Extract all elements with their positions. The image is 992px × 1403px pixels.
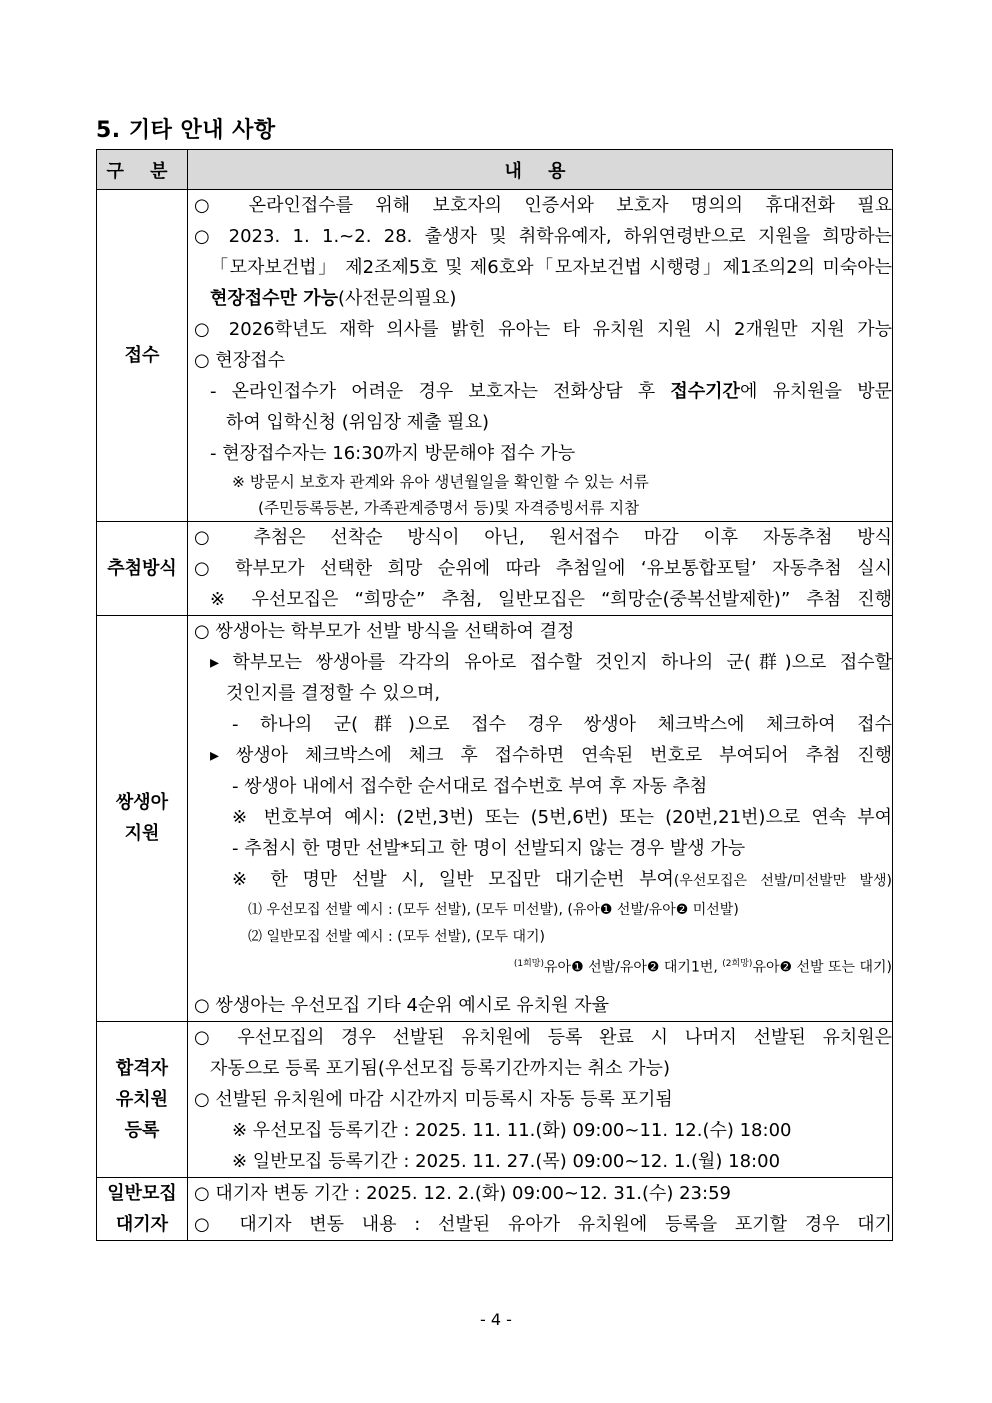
table-row [97,190,893,522]
list-item: 것인지를 결정할 수 있으며, [226,683,441,704]
table-row [97,522,893,616]
list-item: ※ 우선모집 등록기간 : 2025. 11. 11.(화) 09:00~11. 12.(수) 18:00 [232,1119,792,1141]
list-item: ▸ 학부모는 쌍생아를 각각의 유아로 접수할 것인지 하나의 군(群)으로 접수할 [210,652,892,673]
list-item: - 온라인접수가 어려운 경우 보호자는 전화상담 후 접수기간에 유치원을 방문 [210,381,892,402]
table-row [97,1177,893,1240]
list-item: 「모자보건법」 제2조제5호 및 제6호와「모자보건법 시행령」제1조의2의 미숙아는 [210,257,892,278]
row-category-registration: 합격자 유치원 등록 [97,1021,188,1177]
list-item: ○ 2026학년도 재학 의사를 밝힌 유아는 타 유치원 지원 시 2개원만 지원 가능 [194,319,892,340]
list-item: ※ 번호부여 예시: (2번,3번) 또는 (5번,6번) 또는 (20번,21번)으로 연속 부여 [232,807,892,828]
list-item: 현장접수만 가능(사전문의필요) [210,288,457,309]
list-item: ○ 쌍생아는 학부모가 선발 방식을 선택하여 결정 [194,621,575,642]
list-item: ※ 우선모집은 “희망순” 추첨, 일반모집은 “희망순(중복선발제한)” 추첨 진행 [210,589,892,610]
row-content-twins [188,616,893,1022]
list-item: 하여 입학신청 (위임장 제출 필요) [226,412,489,433]
header-category: 구 분 [97,150,188,190]
list-item: ※ 한 명만 선발 시, 일반 모집만 대기순번 부여(우선모집은 선발/미선발만 발생) [232,869,892,890]
list-item: ⑵ 일반모집 선발 예시 : (모두 선발), (모두 대기) [248,929,545,945]
row-content-waitlist [188,1177,893,1240]
table-row [97,616,893,1022]
list-item: - 추첨시 한 명만 선발*되고 한 명이 선발되지 않는 경우 발생 가능 [232,838,746,859]
list-item: 자동으로 등록 포기됨(우선모집 등록기간까지는 취소 가능) [210,1057,670,1079]
list-item: ○ 학부모가 선택한 희망 순위에 따라 추첨일에 ‘유보통합포털’ 자동추첨 실시 [194,558,892,579]
list-item: (주민등록등본, 가족관계증명서 등)및 자격증빙서류 지참 [258,499,640,517]
list-item: ○ 선발된 유치원에 마감 시간까지 미등록시 자동 등록 포기됨 [194,1088,673,1110]
list-item: ○ 쌍생아는 우선모집 기타 4순위 예시로 유치원 자율 [194,994,609,1016]
list-item: ○ 대기자 변동 내용 : 선발된 유아가 유치원에 등록을 포기할 경우 대기 [194,1213,892,1235]
row-category-twins: 쌍생아 지원 [97,616,188,1022]
list-item: ○ 우선모집의 경우 선발된 유치원에 등록 완료 시 나머지 선발된 유치원은 [194,1026,892,1048]
table-row [97,1021,893,1177]
list-item: ○ 대기자 변동 기간 : 2025. 12. 2.(화) 09:00~12. 31.(수) 23:59 [194,1182,731,1204]
list-item: ⑴ 우선모집 선발 예시 : (모두 선발), (모두 미선발), (유아❶ 선발/유아❷ 미선발) [248,902,739,918]
list-item: ※ 방문시 보호자 관계와 유아 생년월일을 확인할 수 있는 서류 [232,473,649,491]
info-table [96,149,893,1241]
list-item: ▸ 쌍생아 체크박스에 체크 후 접수하면 연속된 번호로 부여되어 추첨 진행 [210,745,892,766]
page-title: 5. 기타 안내 사항 [96,118,276,143]
row-content-lottery [188,522,893,616]
row-category-lottery: 추첨방식 [97,522,188,616]
list-item: - 하나의 군(群)으로 접수 경우 쌍생아 체크박스에 체크하여 접수 [232,714,892,735]
list-item: - 쌍생아 내에서 접수한 순서대로 접수번호 부여 후 자동 추첨 [232,776,708,797]
list-item: ※ 일반모집 등록기간 : 2025. 11. 27.(목) 09:00~12. 1.(월) 18:00 [232,1150,781,1172]
list-item: ○ 추첨은 선착순 방식이 아닌, 원서접수 마감 이후 자동추첨 방식 [194,527,892,548]
list-item: ○ 온라인접수를 위해 보호자의 인증서와 보호자 명의의 휴대전화 필요 [194,195,892,216]
list-item: ○ 현장접수 [194,350,285,371]
list-item: $^{(1희망)}$유아❶ 선발/유아❷ 대기1번, $^{(2희망)}$유아❷ 선발 또는 대기) [513,959,892,976]
header-content: 내 용 [188,150,893,190]
row-category-waitlist: 일반모집 대기자 [97,1177,188,1240]
row-content-registration [188,1021,893,1177]
row-category-reception: 접수 [97,190,188,522]
row-content-reception [188,190,893,522]
list-item: ○ 2023. 1. 1.~2. 28. 출생자 및 취학유예자, 하위연령반으로 지원을 희망하는 [194,226,892,247]
list-item: - 현장접수자는 16:30까지 방문해야 접수 가능 [210,443,576,464]
page-number: - 4 - [480,1310,512,1329]
table-header-row [97,150,893,190]
